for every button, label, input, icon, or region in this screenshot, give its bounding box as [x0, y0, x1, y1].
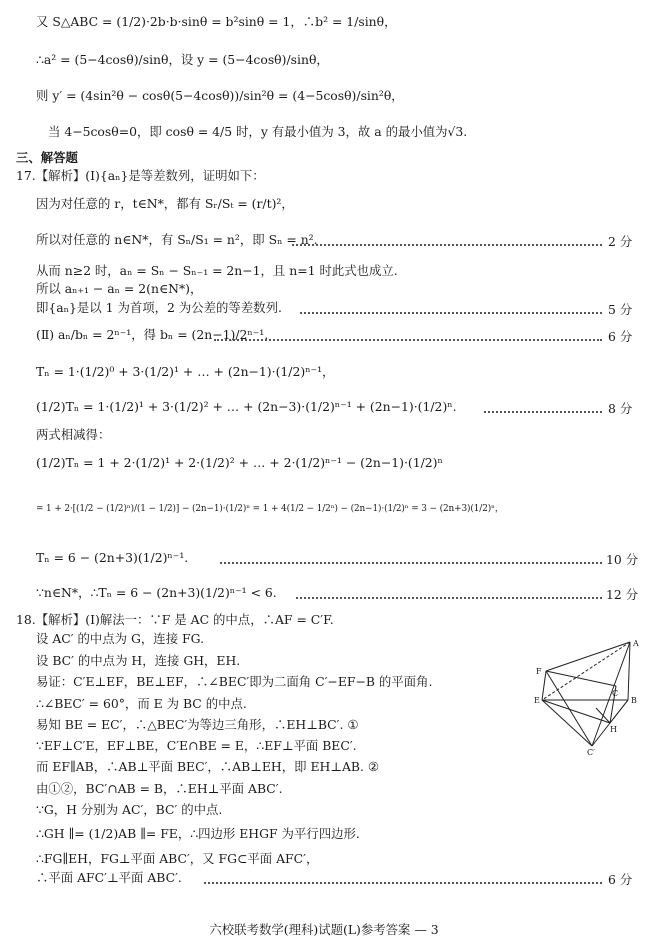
text-line: ∴GH ∥= (1/2)AB ∥= FE，∴四边形 EHGF 为平行四边形. [36, 826, 360, 841]
text-line: ∴∠BEC′ = 60°，而 E 为 BC 的中点. [36, 696, 247, 711]
text-line: ∴FG∥EH，FG⊥平面 ABC′，又 FG⊂平面 AFC′， [36, 851, 319, 866]
problem-17-heading: 17.【解析】(Ⅰ){aₙ}是等差数列，证明如下： [16, 168, 265, 183]
dot-leader [204, 882, 602, 884]
text-line: = 1 + 2·[(1/2 − (1/2)ⁿ)/(1 − 1/2)] − (2n−1)·(1/2)ⁿ = 1 + 4(1/2 − 1/2ⁿ) − (2n−1)·(1/2)ⁿ = 3 − (2n+3)(1/2)ⁿ， [36, 504, 504, 514]
section-heading: 三、解答题 [16, 150, 78, 165]
figure-label: H [610, 725, 617, 734]
text-line: 由①②，BC′∩AB = B，∴EH⊥平面 ABC′. [36, 781, 283, 796]
dot-leader [220, 562, 602, 564]
text-line: 易知 BE = EC′，∴△BEC′为等边三角形，∴EH⊥BC′. ① [36, 717, 359, 732]
figure-label: B [631, 696, 637, 705]
text-line: 所以 aₙ₊₁ − aₙ = 2(n∈N*)， [36, 281, 203, 296]
figure-label: C′ [587, 748, 595, 756]
dot-leader [296, 597, 602, 599]
text-line: 两式相减得： [36, 427, 111, 442]
dot-leader [214, 339, 602, 341]
page-footer: 六校联考数学(理科)试题(L)参考答案 — 3 [209, 922, 439, 937]
text-line: 设 AC′ 的中点为 G，连接 FG. [36, 631, 205, 646]
text-line: (Ⅱ) aₙ/bₙ = 2ⁿ⁻¹，得 bₙ = (2n−1)/2ⁿ⁻¹. [36, 327, 269, 342]
text-line: 即{aₙ}是以 1 为首项，2 为公差的等差数列. [36, 300, 282, 315]
score-label: 5 分 [608, 302, 633, 317]
text-line: ∵EF⊥C′E，EF⊥BE，C′E∩BE = E，∴EF⊥平面 BEC′. [36, 738, 357, 753]
score-label: 6 分 [608, 329, 633, 344]
dot-leader [484, 411, 602, 413]
text-line: 从而 n≥2 时，aₙ = Sₙ − Sₙ₋₁ = 2n−1，且 n=1 时此式也成立. [36, 263, 398, 278]
text-line: 因为对任意的 r，t∈N*，都有 Sᵣ/Sₜ = (r/t)²， [36, 196, 294, 211]
problem-18-heading: 18.【解析】(Ⅰ)解法一：∵F 是 AC 的中点，∴AF = C′F. [16, 612, 334, 627]
figure-label: A [633, 639, 639, 648]
text-line: 易证：C′E⊥EF，BE⊥EF，∴∠BEC′即为二面角 C′−EF−B 的平面角. [36, 674, 433, 689]
dot-leader [292, 244, 602, 246]
score-label: 12 分 [606, 587, 639, 602]
score-label: 10 分 [606, 552, 639, 567]
score-label: 2 分 [608, 234, 633, 249]
figure-label: C [612, 689, 619, 698]
text-line: ∴平面 AFC′⊥平面 ABC′. [36, 870, 182, 885]
text-line: ∴a² = (5−4cosθ)/sinθ，设 y = (5−4cosθ)/sinθ， [36, 52, 329, 67]
text-line: (1/2)Tₙ = 1·(1/2)¹ + 3·(1/2)² + … + (2n−3)·(1/2)ⁿ⁻¹ + (2n−1)·(1/2)ⁿ. [36, 399, 457, 414]
figure-label: E [534, 696, 540, 705]
pyramid-figure [534, 638, 642, 756]
text-line: 设 BC′ 的中点为 H，连接 GH，EH. [36, 653, 241, 668]
score-label: 8 分 [608, 401, 633, 416]
text-line: ∵n∈N*，∴Tₙ = 6 − (2n+3)(1/2)ⁿ⁻¹ < 6. [36, 585, 277, 600]
text-line: ∵G，H 分别为 AC′，BC′ 的中点. [36, 802, 223, 817]
dot-leader [300, 312, 602, 314]
text-line: 当 4−5cosθ=0，即 cosθ = 4/5 时，y 有最小值为 3，故 a 的最小值为√3. [48, 124, 468, 139]
text-line: 又 S△ABC = (1/2)·2b·b·sinθ = b²sinθ = 1，∴b² = 1/sinθ， [36, 14, 397, 29]
score-label: 6 分 [608, 872, 633, 887]
text-line: (1/2)Tₙ = 1 + 2·(1/2)¹ + 2·(1/2)² + … + 2·(1/2)ⁿ⁻¹ − (2n−1)·(1/2)ⁿ [36, 455, 443, 470]
text-line: Tₙ = 1·(1/2)⁰ + 3·(1/2)¹ + … + (2n−1)·(1/2)ⁿ⁻¹， [36, 364, 335, 379]
text-line: 则 y′ = (4sin²θ − cosθ(5−4cosθ))/sin²θ = (4−5cosθ)/sin²θ， [36, 88, 404, 103]
text-line: 所以对任意的 n∈N*，有 Sₙ/S₁ = n²，即 Sₙ = n². [36, 232, 318, 247]
text-line: Tₙ = 6 − (2n+3)(1/2)ⁿ⁻¹. [36, 550, 189, 565]
figure-label: F [536, 667, 542, 676]
text-line: 而 EF∥AB，∴AB⊥平面 BEC′，∴AB⊥EH，即 EH⊥AB. ② [36, 759, 379, 774]
